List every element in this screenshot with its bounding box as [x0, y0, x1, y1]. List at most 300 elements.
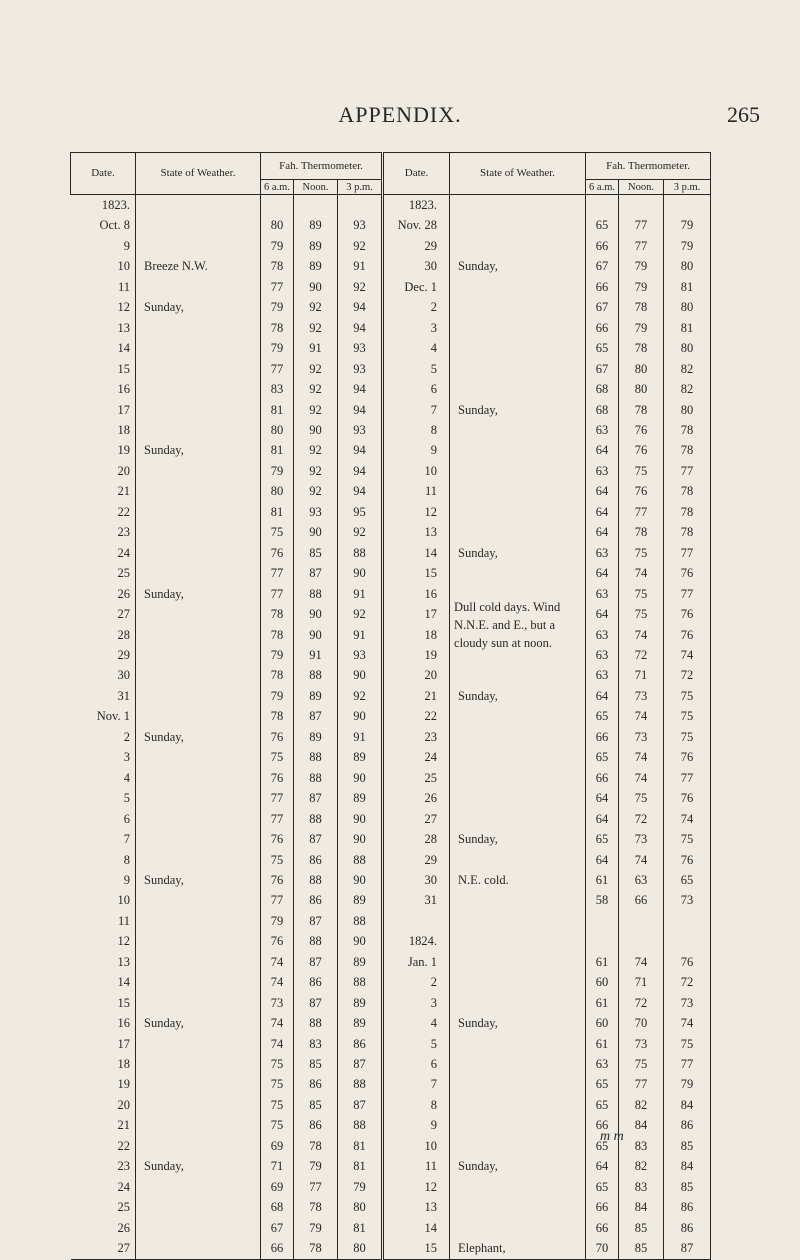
- right-weather-cell: [450, 829, 586, 849]
- right-date-cell: [383, 1177, 450, 1197]
- right-date-cell: [383, 277, 450, 297]
- col-pm-left: 3 p.m.: [338, 180, 383, 195]
- right-pm-cell: [664, 379, 711, 399]
- left-date-cell: [71, 1095, 136, 1115]
- left-date-cell-text: 14: [117, 341, 130, 356]
- table-row: [71, 420, 711, 440]
- right-date-cell: [383, 972, 450, 992]
- right-am-cell-text: 60: [595, 975, 609, 990]
- left-date-cell-text: 4: [123, 770, 130, 785]
- right-noon-cell: [619, 870, 664, 890]
- left-pm-cell: [338, 1197, 383, 1217]
- right-date-cell: [383, 952, 450, 972]
- left-date-cell: [71, 1177, 136, 1197]
- left-am-cell: [261, 850, 294, 870]
- right-date-cell: [383, 890, 450, 910]
- right-noon-cell-text: 84: [634, 1118, 648, 1133]
- left-date-cell: [71, 1115, 136, 1135]
- left-noon-cell: [294, 1034, 338, 1054]
- right-weather-cell: [450, 461, 586, 481]
- right-noon-cell: [619, 522, 664, 542]
- right-am-cell: [586, 870, 619, 890]
- left-pm-cell: [338, 625, 383, 645]
- left-pm-cell-text: 93: [353, 341, 366, 356]
- right-weather-cell-text: Sunday,: [458, 259, 498, 274]
- right-noon-cell-text: 78: [634, 300, 648, 315]
- left-am-cell: [261, 625, 294, 645]
- table-row: [71, 400, 711, 420]
- left-date-cell: [71, 850, 136, 870]
- left-noon-cell-text: 88: [309, 750, 322, 765]
- left-noon-cell: [294, 706, 338, 726]
- left-pm-cell: [338, 338, 383, 358]
- left-date-cell-text: 31: [117, 688, 130, 703]
- right-pm-cell: [664, 972, 711, 992]
- left-weather-cell: [136, 543, 261, 563]
- right-pm-cell-text: 76: [680, 791, 694, 806]
- left-weather-cell: [136, 686, 261, 706]
- left-date-cell-text: 27: [117, 1241, 130, 1256]
- left-pm-cell-text: 94: [353, 443, 366, 458]
- left-weather-cell: [136, 931, 261, 951]
- right-am-cell-text: 61: [595, 1036, 609, 1051]
- right-pm-cell: [664, 931, 711, 951]
- left-date-cell-text: 26: [117, 586, 130, 601]
- right-noon-cell: [619, 1136, 664, 1156]
- left-noon-cell: [294, 890, 338, 910]
- right-noon-cell-text: 85: [634, 1241, 648, 1256]
- left-date-cell-text: 22: [117, 1138, 130, 1153]
- left-date-cell: [71, 952, 136, 972]
- left-weather-cell: [136, 993, 261, 1013]
- table-row: [71, 481, 711, 501]
- right-am-cell: [586, 359, 619, 379]
- right-am-cell-text: 63: [595, 545, 609, 560]
- left-weather-cell: [136, 1218, 261, 1238]
- right-am-cell-text: 64: [595, 852, 609, 867]
- right-weather-cell: [450, 338, 586, 358]
- left-date-cell-text: 8: [123, 852, 130, 867]
- left-pm-cell: [338, 502, 383, 522]
- left-pm-cell-text: 90: [353, 668, 366, 683]
- left-date-cell-text: 21: [117, 484, 130, 499]
- right-am-cell: [586, 768, 619, 788]
- right-noon-cell: [619, 1054, 664, 1074]
- left-date-cell: [71, 481, 136, 501]
- right-am-cell-text: 65: [595, 1138, 609, 1153]
- table-row: [71, 952, 711, 972]
- right-am-cell: [586, 256, 619, 276]
- table-body: [71, 195, 711, 1260]
- left-am-cell: [261, 297, 294, 317]
- col-date-right: Date.: [383, 153, 450, 195]
- right-pm-cell-text: 76: [680, 750, 694, 765]
- right-am-cell: [586, 911, 619, 931]
- left-pm-cell-text: 81: [353, 1138, 366, 1153]
- left-noon-cell-text: 88: [309, 586, 322, 601]
- right-noon-cell-text: 73: [634, 729, 648, 744]
- right-date-cell-text: 30: [424, 259, 438, 274]
- right-am-cell-text: 68: [595, 382, 609, 397]
- right-weather-cell: [450, 768, 586, 788]
- right-weather-cell: [450, 706, 586, 726]
- left-weather-cell-text: Sunday,: [144, 443, 184, 458]
- right-weather-cell: [450, 236, 586, 256]
- right-noon-cell: [619, 1095, 664, 1115]
- left-noon-cell-text: 87: [309, 954, 322, 969]
- left-noon-cell-text: 87: [309, 709, 322, 724]
- right-noon-cell-text: 75: [634, 586, 648, 601]
- left-am-cell: [261, 440, 294, 460]
- right-pm-cell-text: 77: [680, 1057, 694, 1072]
- left-pm-cell: [338, 236, 383, 256]
- left-pm-cell-text: 92: [353, 607, 366, 622]
- right-weather-cell: [450, 215, 586, 235]
- left-noon-cell: [294, 543, 338, 563]
- left-pm-cell: [338, 809, 383, 829]
- left-date-cell-text: 12: [117, 300, 130, 315]
- right-weather-cell-text: Sunday,: [458, 545, 498, 560]
- right-date-cell-text: 29: [424, 852, 438, 867]
- right-date-cell: [383, 625, 450, 645]
- left-noon-cell: [294, 727, 338, 747]
- right-pm-cell: [664, 686, 711, 706]
- right-weather-cell: [450, 420, 586, 440]
- right-date-cell-text: 30: [424, 872, 438, 887]
- left-weather-cell: [136, 277, 261, 297]
- left-noon-cell-text: 78: [309, 1241, 322, 1256]
- left-noon-cell: [294, 440, 338, 460]
- right-am-cell-text: 64: [595, 443, 609, 458]
- left-am-cell-text: 75: [270, 852, 284, 867]
- left-am-cell-text: 75: [270, 1097, 284, 1112]
- right-am-cell-text: 61: [595, 995, 609, 1010]
- right-date-cell-text: 12: [424, 504, 438, 519]
- right-am-cell-text: 65: [595, 750, 609, 765]
- right-date-cell-text: 10: [424, 1138, 438, 1153]
- right-am-cell-text: 64: [595, 525, 609, 540]
- left-weather-cell-text: Sunday,: [144, 729, 184, 744]
- right-date-cell: [383, 584, 450, 604]
- right-am-cell: [586, 400, 619, 420]
- left-pm-cell-text: 94: [353, 463, 366, 478]
- left-noon-cell-text: 86: [309, 1077, 322, 1092]
- left-noon-cell-text: 90: [309, 525, 322, 540]
- left-pm-cell: [338, 420, 383, 440]
- left-noon-cell-text: 87: [309, 791, 322, 806]
- right-pm-cell: [664, 584, 711, 604]
- left-am-cell-text: 77: [270, 791, 284, 806]
- left-am-cell: [261, 972, 294, 992]
- right-am-cell: [586, 522, 619, 542]
- right-noon-cell-text: 66: [634, 893, 648, 908]
- left-am-cell: [261, 890, 294, 910]
- right-am-cell: [586, 972, 619, 992]
- right-date-cell-text: 14: [424, 545, 438, 560]
- left-date-cell: [71, 1034, 136, 1054]
- right-am-cell-text: 64: [595, 811, 609, 826]
- left-noon-cell-text: 92: [309, 443, 322, 458]
- right-am-cell: [586, 502, 619, 522]
- left-am-cell: [261, 788, 294, 808]
- right-noon-cell-text: 70: [634, 1016, 648, 1031]
- right-date-cell: [383, 665, 450, 685]
- left-date-cell: [71, 604, 136, 624]
- left-am-cell-text: 77: [270, 361, 284, 376]
- right-date-cell-text: Jan. 1: [407, 954, 438, 969]
- left-noon-cell: [294, 1156, 338, 1176]
- right-pm-cell: [664, 993, 711, 1013]
- left-date-cell: [71, 359, 136, 379]
- right-weather-cell: [450, 297, 586, 317]
- left-pm-cell-text: 94: [353, 402, 366, 417]
- col-thermo-right: Fah. Thermometer.: [586, 153, 711, 180]
- right-date-cell-text: 11: [424, 484, 438, 499]
- left-pm-cell: [338, 604, 383, 624]
- right-am-cell: [586, 1074, 619, 1094]
- left-pm-cell: [338, 890, 383, 910]
- left-weather-cell: [136, 522, 261, 542]
- right-pm-cell: [664, 461, 711, 481]
- right-date-cell-text: Nov. 28: [397, 218, 438, 233]
- right-pm-cell: [664, 1074, 711, 1094]
- right-noon-cell-text: 73: [634, 1036, 648, 1051]
- left-pm-cell-text: 89: [353, 954, 366, 969]
- right-am-cell-text: 65: [595, 341, 609, 356]
- left-am-cell-text: 81: [270, 504, 284, 519]
- right-weather-cell: [450, 1054, 586, 1074]
- left-am-cell: [261, 665, 294, 685]
- left-noon-cell: [294, 788, 338, 808]
- right-pm-cell: [664, 645, 711, 665]
- left-noon-cell-text: 92: [309, 361, 322, 376]
- right-am-cell-text: 65: [595, 709, 609, 724]
- right-weather-cell: [450, 318, 586, 338]
- right-date-cell: [383, 1136, 450, 1156]
- left-pm-cell: [338, 1115, 383, 1135]
- left-pm-cell: [338, 686, 383, 706]
- right-pm-cell-text: 76: [680, 852, 694, 867]
- left-date-cell: [71, 277, 136, 297]
- left-weather-cell: [136, 379, 261, 399]
- left-date-cell-text: 29: [117, 647, 130, 662]
- left-date-cell: [71, 911, 136, 931]
- right-am-cell-text: 66: [595, 1118, 609, 1133]
- left-am-cell: [261, 809, 294, 829]
- right-pm-cell: [664, 788, 711, 808]
- right-noon-cell: [619, 645, 664, 665]
- left-noon-cell: [294, 1197, 338, 1217]
- right-am-cell: [586, 931, 619, 951]
- left-date-cell-text: Nov. 1: [96, 709, 130, 724]
- right-noon-cell: [619, 1218, 664, 1238]
- left-date-cell: [71, 686, 136, 706]
- left-am-cell-text: 75: [270, 1077, 284, 1092]
- right-date-cell: [383, 1238, 450, 1259]
- left-weather-cell: [136, 1054, 261, 1074]
- right-date-cell: [383, 522, 450, 542]
- right-date-cell: [383, 911, 450, 931]
- left-am-cell-text: 77: [270, 586, 284, 601]
- right-noon-cell: [619, 1238, 664, 1259]
- right-noon-cell: [619, 706, 664, 726]
- left-am-cell-text: 77: [270, 811, 284, 826]
- right-date-cell: [383, 379, 450, 399]
- right-am-cell-text: 60: [595, 1016, 609, 1031]
- left-noon-cell-text: 87: [309, 566, 322, 581]
- right-noon-cell: [619, 931, 664, 951]
- left-noon-cell: [294, 870, 338, 890]
- right-date-cell: [383, 400, 450, 420]
- left-am-cell: [261, 829, 294, 849]
- left-pm-cell-text: 95: [353, 504, 366, 519]
- left-am-cell: [261, 727, 294, 747]
- right-pm-cell: [664, 890, 711, 910]
- right-pm-cell: [664, 706, 711, 726]
- right-date-cell-text: 11: [424, 1159, 438, 1174]
- right-am-cell-text: 66: [595, 1220, 609, 1235]
- right-date-cell-text: 28: [424, 832, 438, 847]
- left-am-cell-text: 77: [270, 566, 284, 581]
- left-date-cell-text: 2: [123, 729, 130, 744]
- left-pm-cell: [338, 1238, 383, 1259]
- left-noon-cell-text: 92: [309, 402, 322, 417]
- right-pm-cell-text: 86: [680, 1118, 694, 1133]
- right-weather-cell-text: Sunday,: [458, 688, 498, 703]
- left-date-cell: [71, 563, 136, 583]
- right-date-cell-text: 13: [424, 525, 438, 540]
- left-date-cell: [71, 195, 136, 216]
- right-date-cell: [383, 931, 450, 951]
- right-am-cell: [586, 1095, 619, 1115]
- left-weather-cell-text: Sunday,: [144, 300, 184, 315]
- right-am-cell-text: 64: [595, 688, 609, 703]
- left-am-cell-text: 79: [270, 913, 284, 928]
- right-noon-cell: [619, 747, 664, 767]
- left-weather-cell-text: Breeze N.W.: [144, 259, 208, 274]
- right-am-cell-text: 63: [595, 586, 609, 601]
- left-weather-cell-text: Sunday,: [144, 872, 184, 887]
- right-noon-cell: [619, 604, 664, 624]
- right-weather-cell-text: Sunday,: [458, 832, 498, 847]
- left-pm-cell-text: 87: [353, 1097, 366, 1112]
- right-weather-cell: [450, 931, 586, 951]
- right-noon-cell: [619, 502, 664, 522]
- left-noon-cell: [294, 809, 338, 829]
- left-date-cell: [71, 1218, 136, 1238]
- right-date-cell: [383, 1156, 450, 1176]
- left-date-cell-text: 7: [123, 832, 130, 847]
- left-pm-cell-text: 94: [353, 382, 366, 397]
- left-am-cell-text: 77: [270, 279, 284, 294]
- right-pm-cell-text: 78: [680, 525, 694, 540]
- right-date-cell-text: 6: [430, 1057, 438, 1072]
- right-am-cell-text: 68: [595, 402, 609, 417]
- right-am-cell-text: 65: [595, 1077, 609, 1092]
- right-noon-cell: [619, 809, 664, 829]
- left-noon-cell: [294, 768, 338, 788]
- left-noon-cell: [294, 1013, 338, 1033]
- page-number: 265: [727, 102, 760, 127]
- right-weather-cell: [450, 1136, 586, 1156]
- left-am-cell-text: 76: [270, 872, 284, 887]
- left-noon-cell: [294, 645, 338, 665]
- right-pm-cell-text: 76: [680, 566, 694, 581]
- right-am-cell: [586, 318, 619, 338]
- left-weather-cell: [136, 952, 261, 972]
- left-date-cell-text: 25: [117, 1200, 130, 1215]
- right-date-cell-text: 5: [430, 361, 438, 376]
- left-am-cell-text: 67: [270, 1220, 284, 1235]
- left-date-cell: [71, 502, 136, 522]
- right-date-cell-text: 15: [424, 566, 438, 581]
- left-noon-cell: [294, 522, 338, 542]
- right-noon-cell: [619, 1156, 664, 1176]
- left-date-cell: [71, 461, 136, 481]
- right-date-cell: [383, 604, 450, 624]
- right-weather-cell: [450, 972, 586, 992]
- left-pm-cell: [338, 522, 383, 542]
- left-date-cell-text: 16: [117, 382, 130, 397]
- left-noon-cell: [294, 665, 338, 685]
- right-am-cell: [586, 297, 619, 317]
- left-am-cell-text: 74: [270, 954, 284, 969]
- right-am-cell: [586, 236, 619, 256]
- table-row: [71, 870, 711, 890]
- right-date-cell: [383, 420, 450, 440]
- left-noon-cell-text: 92: [309, 300, 322, 315]
- left-noon-cell: [294, 400, 338, 420]
- left-weather-cell: [136, 870, 261, 890]
- table-row: [71, 604, 711, 624]
- table-row: [71, 768, 711, 788]
- col-am-left: 6 a.m.: [261, 180, 294, 195]
- right-am-cell: [586, 1197, 619, 1217]
- right-pm-cell: [664, 625, 711, 645]
- table-row: [71, 645, 711, 665]
- left-am-cell-text: 69: [270, 1138, 284, 1153]
- left-noon-cell-text: 92: [309, 320, 322, 335]
- right-weather-cell: [450, 1156, 586, 1176]
- left-pm-cell: [338, 727, 383, 747]
- right-noon-cell: [619, 1074, 664, 1094]
- right-am-cell: [586, 747, 619, 767]
- col-date-left: Date.: [71, 153, 136, 195]
- left-am-cell: [261, 747, 294, 767]
- left-noon-cell-text: 86: [309, 893, 322, 908]
- left-am-cell-text: 78: [270, 709, 284, 724]
- right-weather-cell: [450, 952, 586, 972]
- left-pm-cell-text: 89: [353, 1016, 366, 1031]
- right-am-cell: [586, 665, 619, 685]
- table-row: [71, 993, 711, 1013]
- left-date-cell: [71, 993, 136, 1013]
- left-weather-cell: [136, 1034, 261, 1054]
- left-pm-cell: [338, 829, 383, 849]
- left-weather-cell: [136, 972, 261, 992]
- right-noon-cell-text: 72: [634, 811, 648, 826]
- right-noon-cell: [619, 400, 664, 420]
- right-am-cell-text: 63: [595, 668, 609, 683]
- right-noon-cell-text: 75: [634, 1057, 648, 1072]
- right-weather-cell: [450, 788, 586, 808]
- right-pm-cell-text: 77: [680, 545, 694, 560]
- right-date-cell: [383, 338, 450, 358]
- left-noon-cell: [294, 850, 338, 870]
- left-noon-cell-text: 89: [309, 218, 322, 233]
- right-am-cell-text: 64: [595, 484, 609, 499]
- left-noon-cell-text: 87: [309, 995, 322, 1010]
